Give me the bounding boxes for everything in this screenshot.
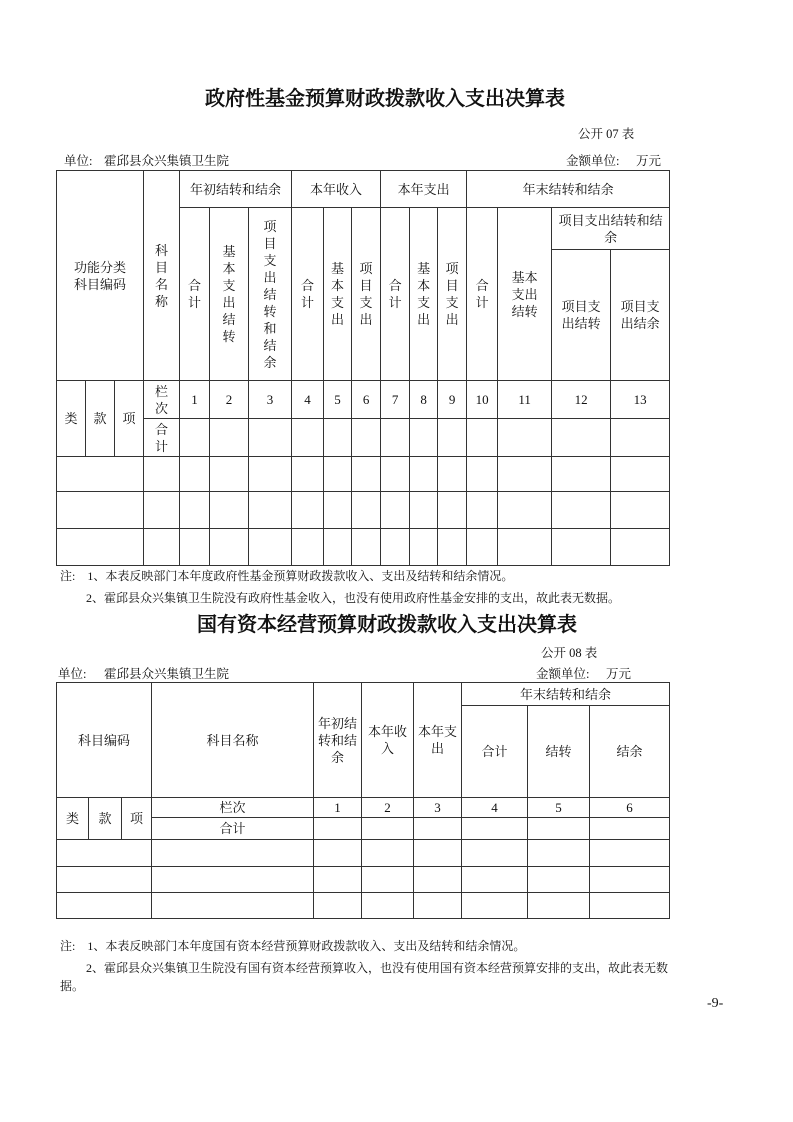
header-begin-total: 合计 bbox=[180, 208, 210, 381]
page-number: -9- bbox=[707, 996, 724, 1011]
col-number: 13 bbox=[611, 381, 670, 419]
header-income-total: 合计 bbox=[292, 208, 324, 381]
header-xiang: 项 bbox=[115, 381, 144, 457]
table08-unit-label: 单位: bbox=[58, 667, 87, 681]
table08-unit-name: 霍邱县众兴集镇卫生院 bbox=[104, 667, 230, 681]
header-end-balance: 结余 bbox=[590, 706, 670, 798]
header-kuan: 款 bbox=[86, 381, 115, 457]
table08-note-2: 2、霍邱县众兴集镇卫生院没有国有资本经营预算收入，也没有使用国有资本经营预算安排的支出，故此表无数 bbox=[86, 961, 669, 975]
header-expense: 本年支出 bbox=[414, 683, 462, 798]
header-lei: 类 bbox=[57, 798, 89, 840]
col-number: 6 bbox=[590, 798, 670, 818]
header-name: 科目名称 bbox=[152, 683, 314, 798]
header-income: 本年收入 bbox=[362, 683, 414, 798]
header-code: 科目编码 bbox=[57, 683, 152, 798]
table08-amount-unit-label: 金额单位: bbox=[536, 667, 590, 681]
table07 bbox=[56, 170, 670, 566]
col-number: 4 bbox=[292, 381, 324, 419]
header-kuan: 款 bbox=[89, 798, 122, 840]
table08 bbox=[56, 682, 670, 919]
col-number: 1 bbox=[180, 381, 210, 419]
col-number: 5 bbox=[324, 381, 352, 419]
col-number: 10 bbox=[467, 381, 498, 419]
table07-note-2: 2、霍邱县众兴集镇卫生院没有政府性基金收入，也没有使用政府性基金安排的支出，故此表无数据。 bbox=[86, 591, 621, 605]
col-number: 7 bbox=[381, 381, 410, 419]
header-end-carry: 结转 bbox=[528, 706, 590, 798]
table08-title: 国有资本经营预算财政拨款收入支出决算表 bbox=[197, 612, 577, 636]
table-row bbox=[57, 457, 670, 492]
table07-amount-unit: 万元 bbox=[636, 154, 662, 168]
table07-code: 公开 07 表 bbox=[578, 127, 635, 141]
col-number: 9 bbox=[438, 381, 467, 419]
header-lei: 类 bbox=[57, 381, 86, 457]
col-number: 2 bbox=[210, 381, 249, 419]
col-number: 3 bbox=[249, 381, 292, 419]
table08-note-3: 据。 bbox=[60, 979, 85, 993]
header-name: 科目名称 bbox=[144, 171, 180, 381]
col-number: 2 bbox=[362, 798, 414, 818]
header-income-basic: 基本支出 bbox=[324, 208, 352, 381]
header-end-project-balance: 项目支出结余 bbox=[611, 250, 670, 381]
lanci-row bbox=[57, 798, 670, 818]
lanci-row bbox=[57, 381, 670, 419]
header-code: 功能分类科目编码 bbox=[57, 171, 144, 381]
header-expense-project: 项目支出 bbox=[438, 208, 467, 381]
table-row bbox=[57, 893, 670, 919]
header-end: 年末结转和结余 bbox=[467, 171, 670, 208]
header-begin: 年初结转和结余 bbox=[180, 171, 292, 208]
header-end-basic: 基本支出结转 bbox=[498, 208, 552, 381]
header-begin: 年初结转和结余 bbox=[314, 683, 362, 798]
header-income-project: 项目支出 bbox=[352, 208, 381, 381]
table-row bbox=[57, 867, 670, 893]
table07-title: 政府性基金预算财政拨款收入支出决算表 bbox=[205, 86, 565, 110]
table-row bbox=[57, 492, 670, 529]
table07-unit-label: 单位: bbox=[64, 154, 93, 168]
header-income: 本年收入 bbox=[292, 171, 381, 208]
col-number: 1 bbox=[314, 798, 362, 818]
header-expense-basic: 基本支出 bbox=[410, 208, 438, 381]
table07-amount-unit-label: 金额单位: bbox=[566, 154, 620, 168]
col-number: 5 bbox=[528, 798, 590, 818]
table-row bbox=[57, 529, 670, 566]
header-end-project: 项目支出结转和结余 bbox=[552, 208, 670, 250]
table07-note-1: 注: 1、本表反映部门本年度政府性基金预算财政拨款收入、支出及结转和结余情况。 bbox=[60, 569, 514, 583]
col-number: 12 bbox=[552, 381, 611, 419]
col-number: 3 bbox=[414, 798, 462, 818]
col-number: 11 bbox=[498, 381, 552, 419]
header-end-project-carry: 项目支出结转 bbox=[552, 250, 611, 381]
col-number: 6 bbox=[352, 381, 381, 419]
table08-amount-unit: 万元 bbox=[606, 667, 632, 681]
table07-unit-name: 霍邱县众兴集镇卫生院 bbox=[104, 154, 230, 168]
header-heji: 合计 bbox=[152, 818, 314, 840]
header-expense-total: 合计 bbox=[381, 208, 410, 381]
header-expense: 本年支出 bbox=[381, 171, 467, 208]
header-end-total: 合计 bbox=[462, 706, 528, 798]
table08-note-1: 注: 1、本表反映部门本年度国有资本经营预算财政拨款收入、支出及结转和结余情况。 bbox=[60, 939, 526, 953]
header-heji: 合计 bbox=[144, 419, 180, 457]
table-row bbox=[57, 840, 670, 867]
col-number: 8 bbox=[410, 381, 438, 419]
header-end-total: 合计 bbox=[467, 208, 498, 381]
total-row bbox=[57, 419, 670, 457]
header-end: 年末结转和结余 bbox=[462, 683, 670, 706]
header-lanci: 栏次 bbox=[144, 381, 180, 419]
header-begin-project: 项目支出结转和结余 bbox=[249, 208, 292, 381]
header-xiang: 项 bbox=[122, 798, 152, 840]
header-lanci: 栏次 bbox=[152, 798, 314, 818]
col-number: 4 bbox=[462, 798, 528, 818]
header-begin-basic: 基本支出结转 bbox=[210, 208, 249, 381]
table08-code: 公开 08 表 bbox=[541, 646, 598, 660]
